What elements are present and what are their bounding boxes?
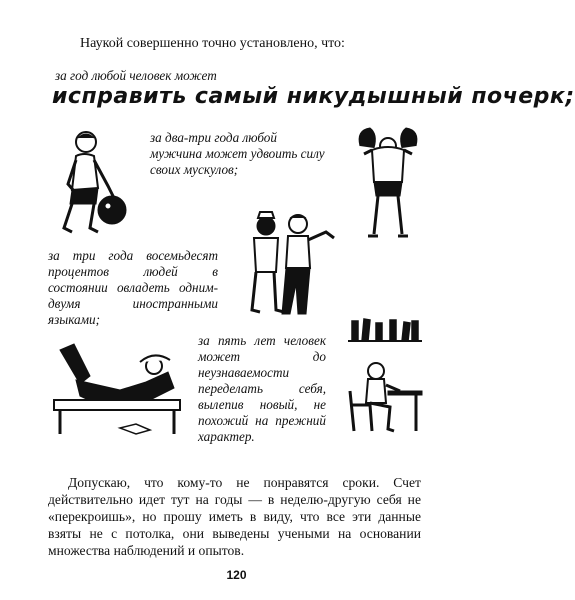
claim-muscles: за два-три года любой мужчина может удвоить силу своих мускулов; xyxy=(150,130,325,177)
intro-text: Наукой совершенно точно установлено, что: xyxy=(80,36,345,51)
illustration-two-boys xyxy=(240,210,340,322)
handwriting-sample: исправить самый никудышный почерк; xyxy=(52,84,575,109)
illustration-boy-studying xyxy=(342,335,424,437)
illustration-lazy-man-on-bed xyxy=(50,340,190,445)
closing-paragraph: Допускаю, что кому-то не понравятся сроки. Счет действительно идет тут на годы — в неделю-другую себя не «перекроишь», но прошу иметь в виду, что все эти данные взяты не с потолка, они выведены учеными на основании множества наблюдений и опытов. xyxy=(48,475,421,558)
claim-character: за пять лет человек может до неузнаваемости переделать себя, вылепив новый, не похожий на прежний характер. xyxy=(198,333,326,444)
illustration-strongman xyxy=(352,124,424,242)
claim-languages: за три года восемьдесят процентов людей в состоянии овладеть одним-двумя иностранными языками; xyxy=(48,248,218,327)
illustration-boy-lifting-weight xyxy=(50,128,140,240)
page-number: 120 xyxy=(226,568,247,582)
claim-one-year: за год любой человек может xyxy=(55,68,217,83)
